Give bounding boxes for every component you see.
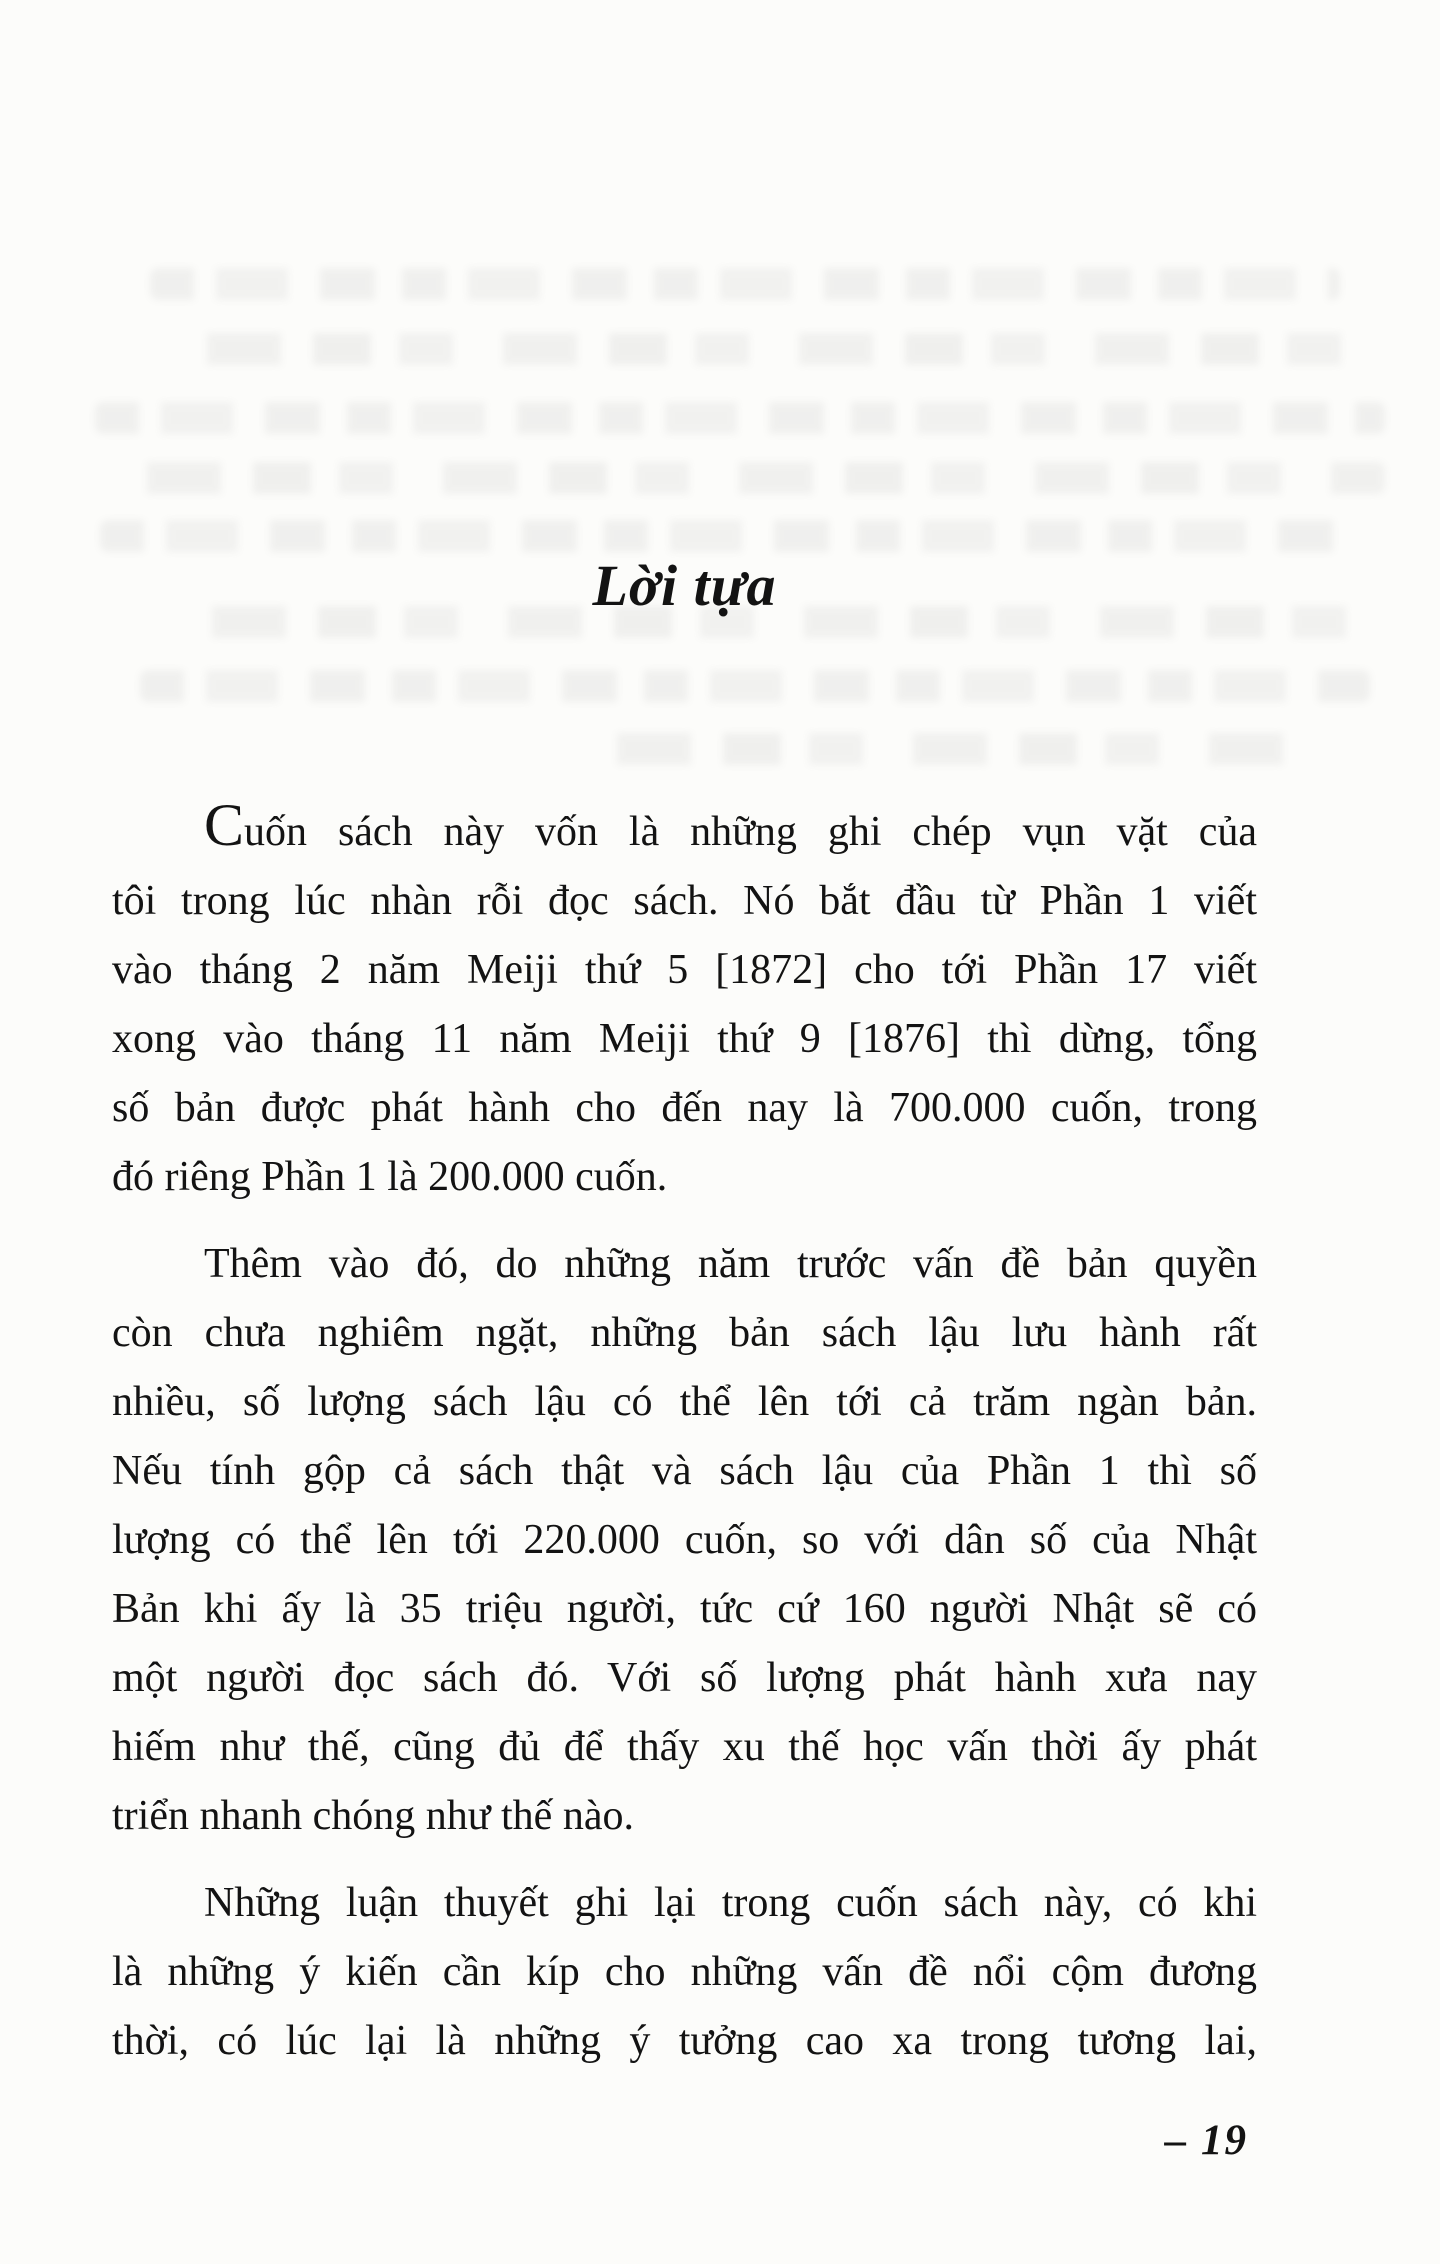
text-line: thời, có lúc lại là những ý tưởng cao xa trong tương lai, [112,2018,1257,2064]
text-line: Bản khi ấy là 35 triệu người, tức cứ 160 người Nhật sẽ có [112,1586,1257,1632]
text-line: một người đọc sách đó. Với số lượng phát hành xưa nay [112,1655,1257,1701]
text-line: nhiều, số lượng sách lậu có thể lên tới cả trăm ngàn bản. [112,1379,1257,1425]
show-through-line [140,670,1370,702]
show-through-line [95,402,1385,434]
page-body [112,792,1257,2076]
show-through-line [150,268,1340,300]
text-line: lượng có thể lên tới 220.000 cuốn, so với dân số của Nhật [112,1517,1257,1563]
show-through-line [185,333,1350,365]
text-line: vào tháng 2 năm Meiji thứ 5 [1872] cho tới Phần 17 viết [112,947,1257,993]
text-line: hiếm như thế, cũng đủ để thấy xu thế học vấn thời ấy phát [112,1724,1257,1770]
paragraph [112,792,1257,1212]
page-number: – 19 [1164,2117,1248,2164]
text-line: Thêm vào đó, do những năm trước vấn đề bản quyền [204,1241,1257,1287]
text-line: số bản được phát hành cho đến nay là 700.000 cuốn, trong [112,1085,1257,1131]
text-line: triển nhanh chóng như thế nào. [112,1793,634,1839]
text-line: Cuốn sách này vốn là những ghi chép vụn vặt của [204,792,1257,858]
show-through-line [125,462,1385,494]
paragraph [112,1230,1257,1851]
text-line: tôi trong lúc nhàn rỗi đọc sách. Nó bắt đầu từ Phần 1 viết [112,878,1257,924]
paragraph [112,1869,1257,2076]
text-line: xong vào tháng 11 năm Meiji thứ 9 [1876] thì dừng, tổng [112,1016,1257,1062]
show-through-line [595,733,1305,765]
show-through-line [100,520,1350,552]
text-line: Nếu tính gộp cả sách thật và sách lậu của Phần 1 thì số [112,1448,1257,1494]
text-line: Những luận thuyết ghi lại trong cuốn sách này, có khi [204,1880,1257,1926]
text-line: là những ý kiến cần kíp cho những vấn đề nổi cộm đương [112,1949,1257,1995]
text-line: đó riêng Phần 1 là 200.000 cuốn. [112,1154,668,1200]
text-line: còn chưa nghiêm ngặt, những bản sách lậu lưu hành rất [112,1310,1257,1356]
page-title: Lời tựa [592,553,777,618]
